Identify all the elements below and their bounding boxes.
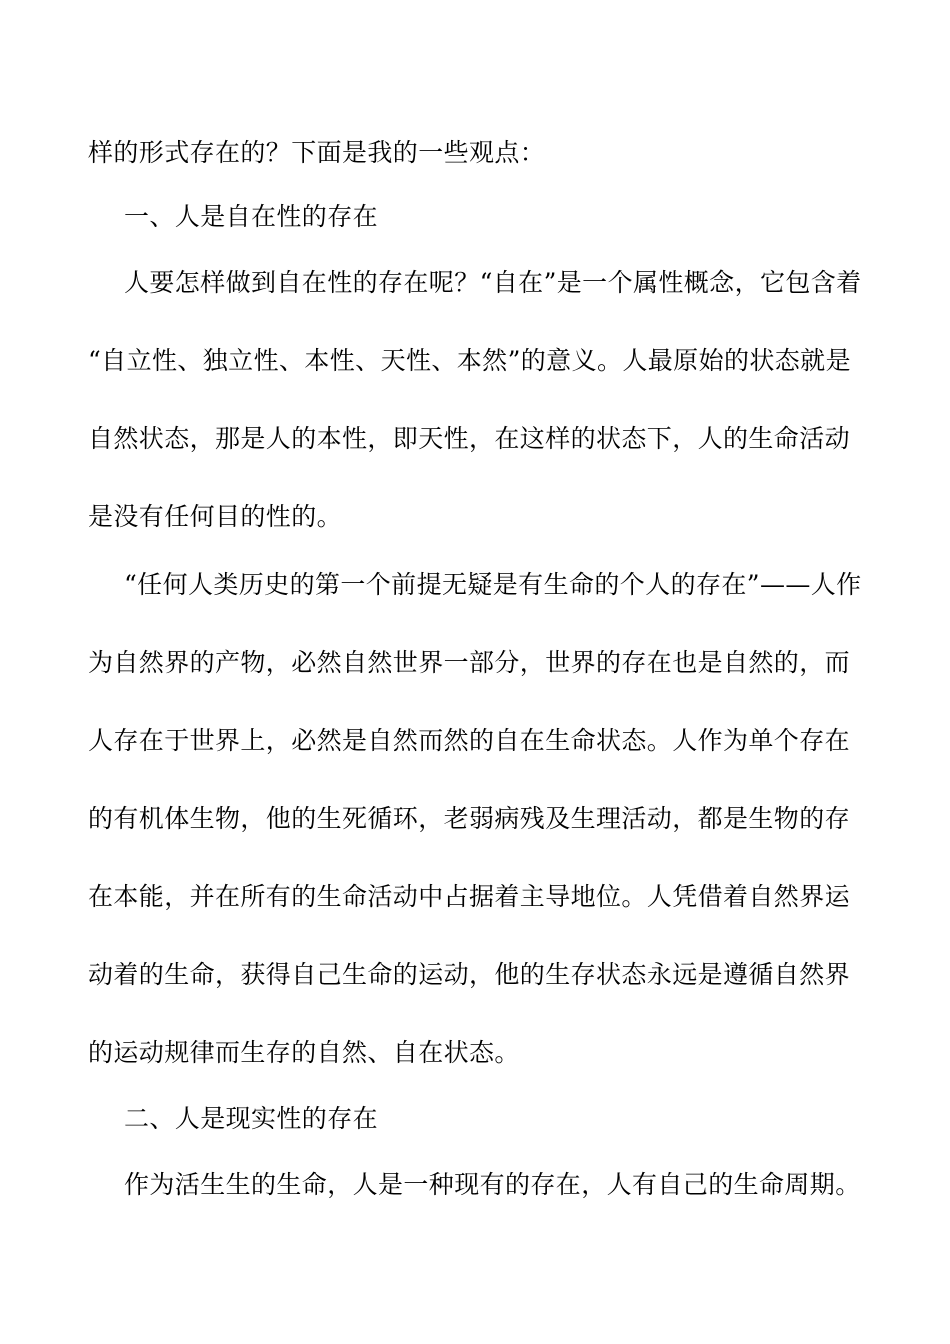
text-line: 人要怎样做到自在性的存在呢？“自在”是一个属性概念，它包含着 (124, 268, 862, 297)
text-line: 是没有任何目的性的。 (88, 502, 343, 531)
text-line: 在本能，并在所有的生命活动中占据着主导地位。人凭借着自然界运 (88, 882, 851, 911)
text-line: 为自然界的产物，必然自然世界一部分，世界的存在也是自然的，而 (88, 648, 851, 677)
text-line: “任何人类历史的第一个前提无疑是有生命的个人的存在”——人作 (124, 570, 862, 599)
text-line: 作为活生生的生命，人是一种现有的存在，人有自己的生命周期。 (124, 1170, 861, 1199)
section-heading-1: 一、人是自在性的存在 (124, 202, 379, 231)
section-heading-2: 二、人是现实性的存在 (124, 1104, 379, 1133)
text-line: “自立性、独立性、本性、天性、本然”的意义。人最原始的状态就是 (88, 346, 851, 375)
text-line: 样的形式存在的？下面是我的一些观点： (88, 138, 546, 167)
text-line: 动着的生命，获得自己生命的运动，他的生存状态永远是遵循自然界 (88, 960, 851, 989)
text-line: 的有机体生物，他的生死循环，老弱病残及生理活动，都是生物的存 (88, 804, 851, 833)
text-line: 的运动规律而生存的自然、自在状态。 (88, 1038, 520, 1067)
text-line: 自然状态，那是人的本性，即天性，在这样的状态下，人的生命活动 (88, 424, 851, 453)
text-line: 人存在于世界上，必然是自然而然的自在生命状态。人作为单个存在 (88, 726, 851, 755)
